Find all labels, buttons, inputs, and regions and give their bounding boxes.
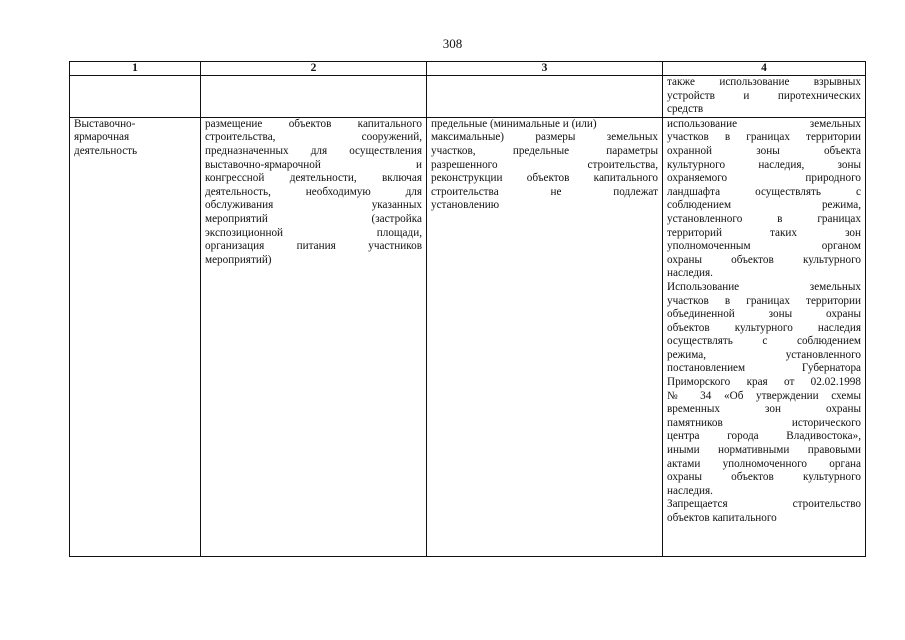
text-line: участков, предельные параметры bbox=[431, 144, 658, 157]
text-line: объектов культурного наследия bbox=[667, 321, 861, 334]
text-line: средств bbox=[667, 103, 704, 116]
column-header-2: 2 bbox=[201, 62, 427, 76]
text-line: актами уполномоченного органа bbox=[667, 457, 861, 470]
text-line: выставочно-ярмарочной и bbox=[205, 158, 422, 171]
text-line: уполномоченным органом bbox=[667, 240, 861, 253]
text-line: строительства, сооружений, bbox=[205, 131, 422, 144]
text-line: наследия. bbox=[667, 484, 713, 497]
header-row bbox=[70, 62, 866, 76]
cell-empty-3 bbox=[427, 76, 663, 118]
text-line: участков в границах территории bbox=[667, 294, 861, 307]
text-line: Приморского края от 02.02.1998 bbox=[667, 376, 861, 389]
text-line: объединенной зоны охраны bbox=[667, 308, 861, 321]
text-line: ландшафта осуществлять с bbox=[667, 185, 861, 198]
column-header-1: 1 bbox=[70, 62, 201, 76]
text-line: обслуживания указанных bbox=[205, 199, 422, 212]
text-line: охраны объектов культурного bbox=[667, 253, 861, 266]
text-line: участков в границах территории bbox=[667, 131, 861, 144]
column-header-4: 4 bbox=[663, 62, 866, 76]
text-line: иными нормативными правовыми bbox=[667, 444, 861, 457]
text-line: реконструкции объектов капитального bbox=[431, 172, 658, 185]
text-line: Использование земельных bbox=[667, 280, 861, 293]
text-line: деятельность bbox=[74, 144, 138, 157]
continuation-row bbox=[70, 76, 866, 118]
text-line: конгрессной деятельности, включая bbox=[205, 172, 422, 185]
text-line: охраняемого природного bbox=[667, 172, 861, 185]
text-line: организация питания участников bbox=[205, 240, 422, 253]
text-line: постановлением Губернатора bbox=[667, 362, 861, 375]
text-line: территорий таких зон bbox=[667, 226, 861, 239]
text-line: строительства не подлежат bbox=[431, 185, 658, 198]
text-line: Выставочно- bbox=[74, 117, 136, 130]
cell-empty-2 bbox=[201, 76, 427, 118]
cell-use-description bbox=[201, 117, 427, 556]
text-line: памятников исторического bbox=[667, 416, 861, 429]
text-line: установленного в границах bbox=[667, 212, 861, 225]
text-line: использование земельных bbox=[667, 117, 861, 130]
text-line: охранной зоны объекта bbox=[667, 144, 861, 157]
table-row bbox=[70, 117, 866, 556]
cell-continuation-restrictions bbox=[663, 76, 866, 118]
text-line: культурного наследия, зоны bbox=[667, 158, 861, 171]
cell-empty-1 bbox=[70, 76, 201, 118]
text-line: наследия. bbox=[667, 267, 713, 280]
text-line: предельные (минимальные и (или) bbox=[431, 117, 597, 130]
text-line: размещение объектов капитального bbox=[205, 117, 422, 130]
column-header-3: 3 bbox=[427, 62, 663, 76]
text-line: временных зон охраны bbox=[667, 403, 861, 416]
text-line: деятельность, необходимую для bbox=[205, 185, 422, 198]
text-line: мероприятий (застройка bbox=[205, 212, 422, 225]
text-line: максимальные) размеры земельных bbox=[431, 131, 658, 144]
text-line: также использование взрывных bbox=[667, 76, 861, 88]
text-line: мероприятий) bbox=[205, 253, 272, 266]
zoning-table bbox=[69, 61, 866, 557]
text-line: № 34 «Об утверждении схемы bbox=[667, 389, 861, 402]
text-line: ярмарочная bbox=[74, 131, 130, 144]
cell-use-type bbox=[70, 117, 201, 556]
text-line: Запрещается строительство bbox=[667, 498, 861, 511]
text-line: соблюдением режима, bbox=[667, 199, 861, 212]
text-line: режима, установленного bbox=[667, 348, 861, 361]
text-line: объектов капитального bbox=[667, 512, 777, 524]
text-line: разрешенного строительства, bbox=[431, 158, 658, 171]
page-number: 308 bbox=[442, 36, 463, 51]
text-line: установлению bbox=[431, 199, 500, 212]
text-line: охраны объектов культурного bbox=[667, 471, 861, 484]
cell-restrictions bbox=[663, 117, 866, 556]
cell-parameters bbox=[427, 117, 663, 556]
text-line: центра города Владивостока», bbox=[667, 430, 861, 443]
text-line: предназначенных для осуществления bbox=[205, 144, 422, 157]
text-line: осуществлять с соблюдением bbox=[667, 335, 861, 348]
text-line: устройств и пиротехнических bbox=[667, 89, 861, 102]
text-line: экспозиционной площади, bbox=[205, 226, 422, 239]
